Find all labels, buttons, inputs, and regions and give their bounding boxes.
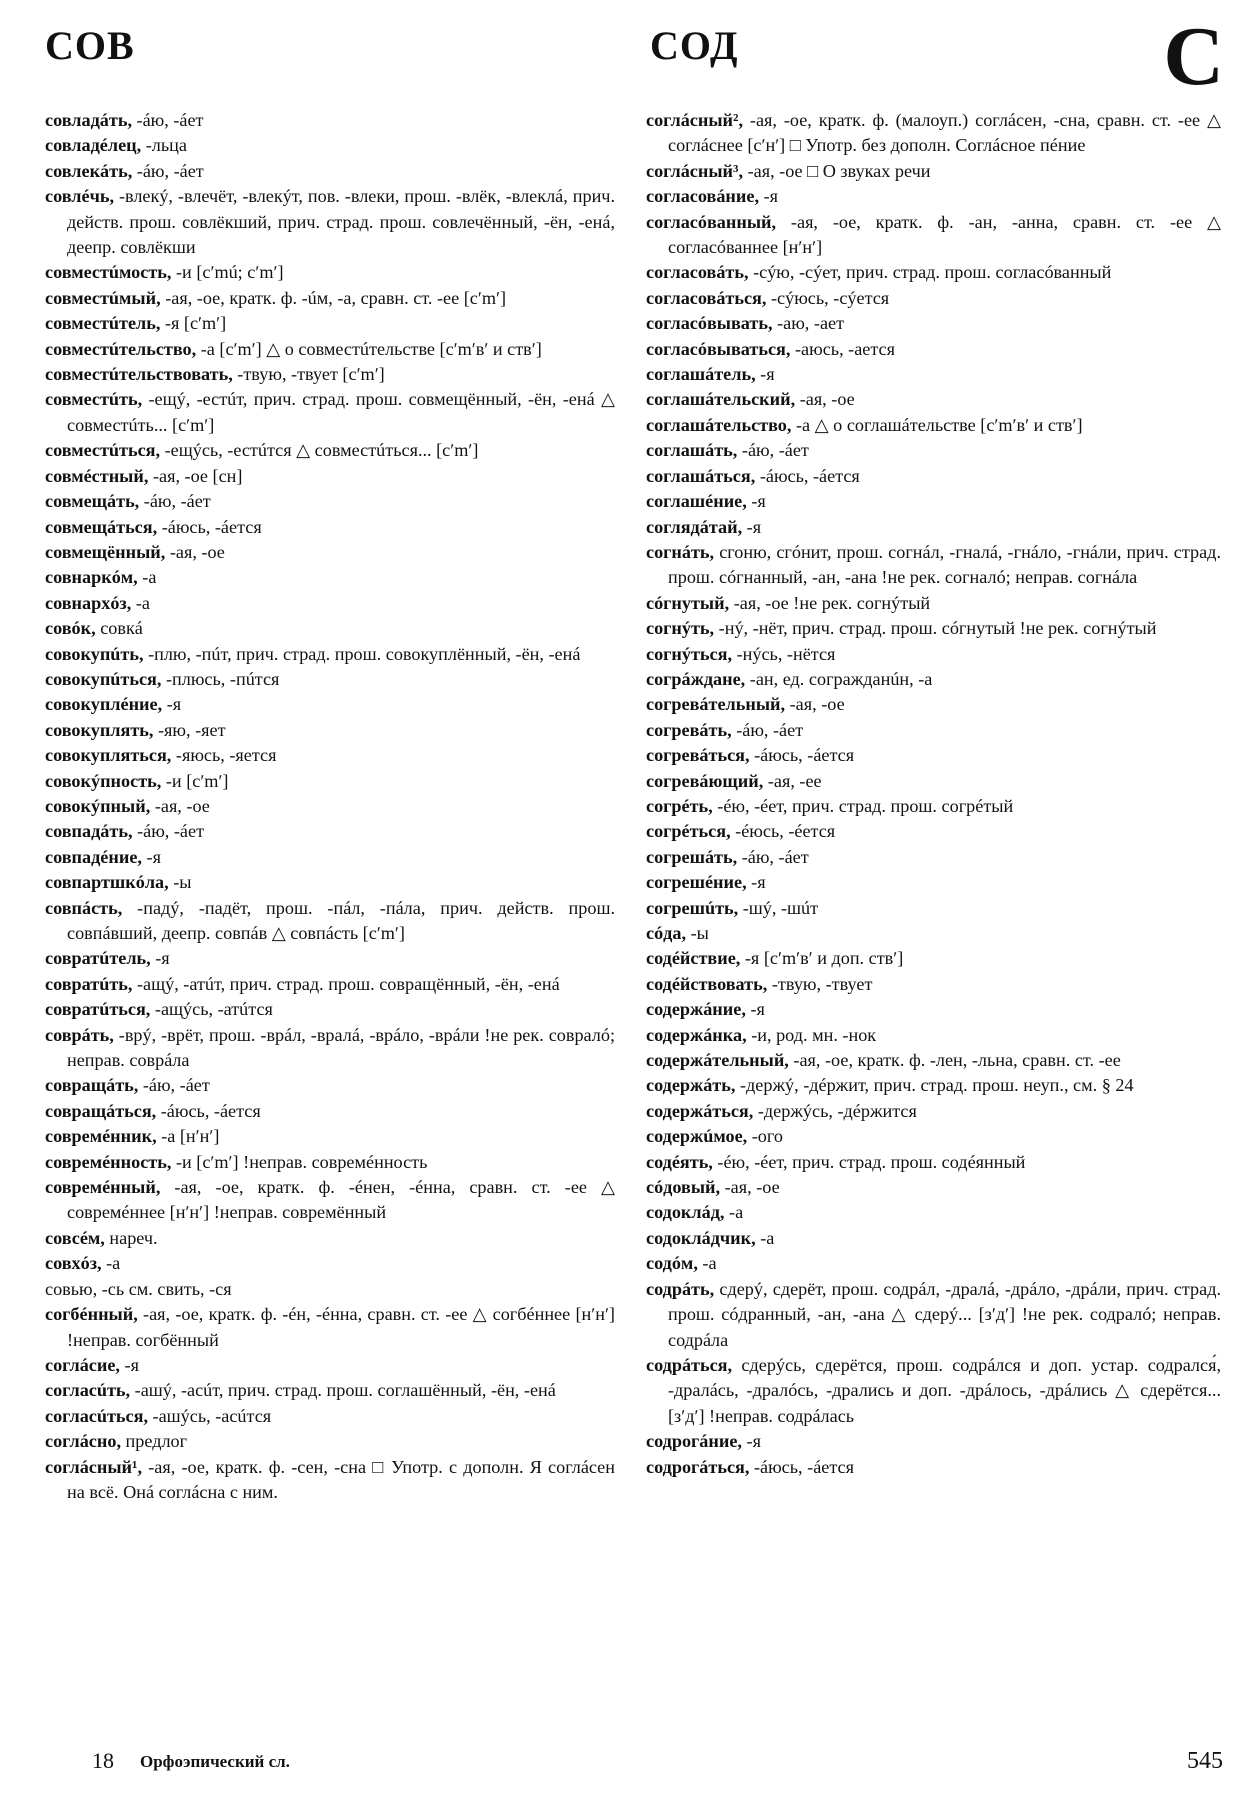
headword: совпадéние,	[45, 846, 142, 867]
dictionary-entry	[45, 387, 615, 438]
headword: содрáть,	[646, 1278, 715, 1299]
headword: соглáсие,	[45, 1354, 120, 1375]
entry-body: -а △ о соглашáтельстве [сʹmʹвʹ и ствʹ]	[791, 414, 1083, 435]
entry-body: -áю, -áет	[138, 1075, 210, 1096]
headword: совместúмость,	[45, 262, 172, 283]
dictionary-entry	[45, 159, 615, 184]
headword: соглашáтельство,	[646, 414, 792, 435]
dictionary-entry	[646, 515, 1221, 540]
headword: согрешáть,	[646, 846, 738, 867]
headword: совмещённый,	[45, 541, 166, 562]
left-column	[45, 108, 615, 1505]
dictionary-entry	[45, 718, 615, 743]
dictionary-entry	[45, 794, 615, 819]
entry-body: -а	[101, 1253, 121, 1274]
entry-body: -плю, -пúт, прич. страд. прош. совокуплённый, -ён, -енá	[143, 643, 581, 664]
dictionary-entry	[45, 870, 615, 895]
dictionary-entry	[45, 1378, 615, 1403]
entry-body: -а	[755, 1227, 775, 1248]
entry-body: -éю, -éет, прич. страд. прош. содéянный	[712, 1151, 1026, 1172]
entry-body: сгоню, сгóнит, прош. согнáл, -гналá, -гнáло, -гнáли, прич. страд. прош. сóгнанный, -ан, -ана !не рек. согналó; неправ. согнáла	[668, 541, 1221, 588]
dictionary-entry	[646, 667, 1221, 692]
dictionary-entry	[646, 1023, 1221, 1048]
dictionary-entry	[45, 1023, 615, 1074]
headword: сóгнутый,	[646, 592, 730, 613]
dictionary-entry	[646, 1251, 1221, 1276]
entry-body: -я	[742, 516, 762, 537]
headword: соврáть,	[45, 1024, 114, 1045]
headword: совместúть,	[45, 389, 143, 410]
headword: согрешúть,	[646, 897, 739, 918]
dictionary-entry	[45, 1226, 615, 1251]
entry-body: -и [сʹmú; сʹmʹ]	[171, 262, 284, 283]
entry-body: -я	[746, 872, 766, 893]
headword: совокуплéние,	[45, 694, 163, 715]
entry-body: -ая, -ое, кратк. ф. -éнен, -éнна, сравн. ст. -ее △ совремéннее [нʹнʹ] !неправ. совремённый	[67, 1177, 615, 1223]
dictionary-entry	[45, 946, 615, 971]
entry-body: -áю, -áет	[731, 719, 804, 740]
entry-body: -ашýсь, -асúтся	[148, 1405, 272, 1426]
headword: содéять,	[646, 1151, 713, 1172]
running-head-right: СОД	[650, 23, 739, 68]
entry-body: -а [сʹmʹ] △ о совместúтельстве [сʹmʹвʹ и ствʹ]	[196, 338, 542, 359]
dictionary-entry	[45, 845, 615, 870]
dictionary-entry	[646, 1175, 1221, 1200]
entry-body: -ая, -ое	[785, 694, 845, 715]
entry-body: -áюсь, -áется	[156, 1100, 261, 1121]
headword: содержáться,	[646, 1100, 754, 1121]
dictionary-entry	[646, 769, 1221, 794]
headword: согревáтельный,	[646, 694, 786, 715]
dictionary-entry	[45, 1150, 615, 1175]
headword: содрогáться,	[646, 1456, 750, 1477]
dictionary-entry	[646, 260, 1221, 285]
headword: соглáсный²,	[646, 110, 744, 130]
entry-body: -ая, -ое	[795, 389, 855, 410]
entry-body: -я	[745, 999, 765, 1020]
dictionary-entry	[45, 1353, 615, 1378]
entry-body: сдерýсь, сдерётся, прош. содрáлся и доп. устар. содрался́, -дралáсь, -дралóсь, -дрались и доп. -дрáлось, -дрáлись △ сдерётся... [зʹдʹ] !неправ. содрáлась	[668, 1354, 1221, 1426]
entry-body: -я	[162, 694, 182, 715]
entry-body: -ая, -ое, кратк. ф. (малоуп.) соглáсен, -сна, сравн. ст. -ее △ соглáснее [сʹнʹ] □ Употр. без дополн. Соглáсное пéние	[668, 110, 1221, 156]
entry-body: -я	[119, 1354, 139, 1375]
entry-body: -яюсь, -яется	[171, 745, 277, 766]
entry-body: нареч.	[104, 1227, 158, 1248]
dictionary-entry	[646, 438, 1221, 463]
dictionary-entry	[646, 108, 1221, 159]
dictionary-entry	[646, 1124, 1221, 1149]
headword: совместúться,	[45, 440, 161, 461]
headword: соглашáтель,	[646, 364, 756, 385]
entry-body: -шý, -шúт	[738, 897, 819, 918]
headword: согласóвывать,	[646, 313, 773, 334]
signature-title: Орфоэпический сл.	[140, 1752, 290, 1771]
entry-body: -áюсь, -áется	[755, 465, 860, 486]
dictionary-entry	[646, 210, 1221, 261]
headword: содоклáд,	[646, 1202, 725, 1223]
headword: содержáтельный,	[646, 1050, 789, 1071]
entry-body: -áюсь, -áется	[157, 516, 262, 537]
headword: соглашáться,	[646, 465, 756, 486]
dictionary-entry	[45, 1175, 615, 1226]
entry-body: -áю, -áет	[132, 160, 204, 181]
entry-body: -яю, -яет	[153, 719, 226, 740]
entry-body: -я	[141, 846, 161, 867]
entry-body: -нý, -нёт, прич. страд. прош. сóгнутый !не рек. согнýтый	[714, 618, 1157, 639]
headword: согревáющий,	[646, 770, 764, 791]
entry-body: -нýсь, -нётся	[732, 643, 836, 664]
entry-body: -ого	[747, 1126, 784, 1147]
dictionary-entry	[646, 870, 1221, 895]
headword: согнáть,	[646, 541, 715, 562]
sheet-number: 18	[92, 1748, 114, 1773]
headword: согласúться,	[45, 1405, 148, 1426]
headword: совлéчь,	[45, 186, 114, 207]
headword: согласовáть,	[646, 262, 749, 283]
headword: совокуплять,	[45, 719, 154, 740]
entry-body: -ы	[168, 872, 192, 893]
dictionary-entry	[646, 642, 1221, 667]
dictionary-entry	[45, 616, 615, 641]
dictionary-entry	[45, 260, 615, 285]
dictionary-entry	[45, 464, 615, 489]
entry-body: -ая, -ое	[165, 541, 225, 562]
entry-body: -аюсь, -ается	[790, 338, 895, 359]
headword: согревáться,	[646, 745, 750, 766]
entry-body: -áю, -áет	[139, 491, 211, 512]
headword: соглашéние,	[646, 491, 747, 512]
headword: совместúтель,	[45, 313, 161, 334]
entry-body: -ая, -ое	[720, 1177, 780, 1198]
dictionary-entry	[646, 1073, 1221, 1098]
dictionary-entry	[646, 159, 1221, 184]
headword: совокупляться,	[45, 745, 172, 766]
headword: совокýпность,	[45, 770, 162, 791]
dictionary-entry	[45, 1073, 615, 1098]
dictionary-entry	[646, 286, 1221, 311]
dictionary-entry	[646, 896, 1221, 921]
headword: сóдовый,	[646, 1177, 721, 1198]
dictionary-entry	[45, 972, 615, 997]
dictionary-entry	[45, 311, 615, 336]
headword: согласовáние,	[646, 186, 760, 207]
headword: совнаркóм,	[45, 567, 138, 588]
entry-body: -ая, -ое !не рек. согнýтый	[729, 592, 931, 613]
dictionary-entry	[45, 489, 615, 514]
headword: содрогáние,	[646, 1431, 742, 1452]
headword: совокупúться,	[45, 668, 162, 689]
dictionary-entry	[45, 591, 615, 616]
dictionary-entry	[646, 946, 1221, 971]
dictionary-entry	[45, 1302, 615, 1353]
headword: совратúтель,	[45, 948, 151, 969]
entry-body: -ы	[686, 923, 709, 943]
dictionary-entry	[45, 362, 615, 387]
entry-body: -я [сʹmʹ]	[160, 313, 227, 334]
dictionary-entry	[45, 642, 615, 667]
dictionary-entry	[646, 489, 1221, 514]
entry-body: -а	[137, 567, 157, 588]
entry-body: -áю, -áет	[737, 846, 809, 867]
dictionary-entry	[45, 438, 615, 463]
dictionary-entry	[45, 1455, 615, 1506]
headword: совместúтельство,	[45, 338, 197, 359]
dictionary-entry	[646, 337, 1221, 362]
entry-body: -сýюсь, -сýется	[766, 287, 890, 308]
dictionary-entry	[646, 1048, 1221, 1073]
headword: совпáсть,	[45, 897, 123, 918]
entry-body: -ащý, -атúт, прич. страд. прош. совращённый, -ён, -енá	[132, 973, 560, 994]
headword: совокýпный,	[45, 795, 151, 816]
entry-body: -я [сʹmʹвʹ и доп. ствʹ]	[740, 948, 904, 969]
dictionary-entry	[646, 1150, 1221, 1175]
headword: совремéнник,	[45, 1126, 157, 1147]
headword: содержáть,	[646, 1075, 736, 1096]
entry-body: -áю, -áет	[132, 110, 204, 130]
dictionary-entry	[45, 896, 615, 947]
headword: согласовáться,	[646, 287, 767, 308]
headword: совхóз,	[45, 1253, 102, 1274]
entry-body: -я	[150, 948, 170, 969]
entry-body: -держýсь, -дéржится	[753, 1100, 917, 1121]
dictionary-entry	[646, 1429, 1221, 1454]
dictionary-entry	[646, 1277, 1221, 1353]
headword: совмéстный,	[45, 465, 149, 486]
entry-body: -éюсь, -éется	[730, 821, 836, 842]
headword: совсéм,	[45, 1227, 105, 1248]
entry-body: -держý, -дéржит, прич. страд. прош. неуп., см. § 24	[735, 1075, 1134, 1096]
entry-body: -твую, -твует	[767, 973, 873, 994]
running-head-left: СОВ	[45, 23, 135, 68]
headword: содéйствовать,	[646, 973, 768, 994]
dictionary-entry	[45, 819, 615, 844]
entry-body: -аю, -ает	[772, 313, 845, 334]
entry-body: -ая, -ое, кратк. ф. -éн, -éнна, сравн. ст. -ее △ согбéннее [нʹнʹ] !неправ. согбённый	[67, 1304, 615, 1350]
entry-body: -áюсь, -áется	[749, 745, 855, 766]
entry-body: -а	[131, 592, 150, 613]
dictionary-entry	[646, 184, 1221, 209]
dictionary-entry	[646, 794, 1221, 819]
dictionary-entry	[45, 540, 615, 565]
headword: соглáсный³,	[646, 160, 744, 181]
headword: совладáть,	[45, 110, 132, 130]
entry-body: -éю, -éет, прич. страд. прош. согрéтый	[712, 795, 1014, 816]
headword: согласóвываться,	[646, 338, 791, 359]
entry-body: -влекý, -влечёт, -влекýт, пов. -влеки, прош. -влёк, -влеклá, прич. действ. прош. совлёкший, прич. страд. прош. совлечённый, -ён, -енá, деепр. совлёкши	[67, 186, 615, 258]
headword: содóм,	[646, 1253, 698, 1274]
dictionary-entry	[646, 1353, 1221, 1429]
dictionary-entry	[646, 921, 1221, 946]
headword: согбéнный,	[45, 1304, 138, 1325]
headword: согнýться,	[646, 643, 733, 664]
dictionary-entry	[646, 845, 1221, 870]
entry-body: совью, -сь см. свить, -ся	[45, 1278, 232, 1299]
dictionary-entry	[45, 692, 615, 717]
dictionary-entry	[646, 591, 1221, 616]
dictionary-entry	[45, 997, 615, 1022]
dictionary-entry	[646, 413, 1221, 438]
headword: соглашáтельский,	[646, 389, 796, 410]
entry-body: предлог	[121, 1431, 188, 1452]
dictionary-entry	[646, 1200, 1221, 1225]
dictionary-entry	[45, 1251, 615, 1276]
dictionary-entry	[45, 743, 615, 768]
dictionary-entry	[646, 540, 1221, 591]
entry-body: -я	[759, 186, 778, 207]
dictionary-entry	[45, 184, 615, 260]
entry-body: -я	[746, 491, 766, 512]
headword: совращáть,	[45, 1075, 139, 1096]
entry-body: совкá	[95, 618, 143, 639]
headword: совмещáть,	[45, 491, 140, 512]
headword: согрáждане,	[646, 668, 746, 689]
dictionary-entry	[45, 667, 615, 692]
entry-body: -áю, -áет	[132, 821, 205, 842]
headword: содержáние,	[646, 999, 746, 1020]
entry-body: -ашý, -асúт, прич. страд. прош. соглашённый, -ён, -енá	[130, 1380, 556, 1401]
dictionary-entry	[45, 1277, 615, 1302]
entry-body: -льца	[141, 135, 187, 156]
headword: совместúмый,	[45, 287, 161, 308]
headword: согрéться,	[646, 821, 731, 842]
headword: содрáться,	[646, 1354, 733, 1375]
entry-body: -я	[741, 1431, 761, 1452]
headword: совлекáть,	[45, 160, 133, 181]
dictionary-entry	[646, 464, 1221, 489]
headword: совнархóз,	[45, 592, 132, 613]
headword: совремéнный,	[45, 1177, 161, 1198]
headword: совмещáться,	[45, 516, 158, 537]
dictionary-entry	[646, 311, 1221, 336]
headword: сóда,	[646, 923, 687, 943]
headword: согревáть,	[646, 719, 732, 740]
headword: содержáнка,	[646, 1024, 747, 1045]
entry-body: -я	[755, 364, 775, 385]
headword: соглядáтай,	[646, 516, 743, 537]
entry-body: -и [сʹmʹ] !неправ. совремéнность	[171, 1151, 428, 1172]
headword: соглáсный¹,	[45, 1456, 143, 1477]
entry-body: -и, род. мн. -нок	[746, 1024, 877, 1045]
entry-body: -ая, -ое, кратк. ф. -ан, -анна, сравн. ст. -ее △ согласóваннее [нʹнʹ]	[668, 211, 1221, 258]
section-letter: С	[1163, 10, 1225, 103]
dictionary-entry	[646, 743, 1221, 768]
entry-body: -ещý, -естúт, прич. страд. прош. совмещённый, -ён, -енá △ совместúть... [сʹmʹ]	[67, 389, 615, 435]
entry-body: -ещýсь, -естúтся △ совместúться... [сʹmʹ]	[160, 440, 479, 461]
headword: совпадáть,	[45, 821, 133, 842]
dictionary-entry	[646, 1455, 1221, 1480]
headword: согрешéние,	[646, 872, 747, 893]
headword: согнýть,	[646, 618, 715, 639]
dictionary-entry	[45, 286, 615, 311]
headword: совпартшкóла,	[45, 872, 169, 893]
entry-body: -ая, -ое	[150, 795, 210, 816]
entry-body: -ая, -ее	[763, 770, 822, 791]
dictionary-entry	[646, 692, 1221, 717]
entry-body: -ащýсь, -атúтся	[150, 999, 273, 1020]
dictionary-entry	[45, 337, 615, 362]
headword: согласúть,	[45, 1380, 131, 1401]
entry-body: -а	[697, 1253, 717, 1274]
entry-body: -ая, -ое, кратк. ф. -úм, -а, сравн. ст. -ее [сʹmʹ]	[160, 287, 507, 308]
dictionary-entry	[646, 616, 1221, 641]
dictionary-entry	[45, 515, 615, 540]
headword: совместúтельствовать,	[45, 364, 233, 385]
headword: совратúть,	[45, 973, 133, 994]
entry-body: -плюсь, -пúтся	[161, 668, 280, 689]
headword: соглашáть,	[646, 440, 738, 461]
dictionary-entry	[45, 1429, 615, 1454]
headword: совращáться,	[45, 1100, 157, 1121]
entry-body: -врý, -врёт, прош. -врáл, -вралá, -врáло, -врáли !не рек. совралó; неправ. соврáла	[67, 1024, 615, 1071]
dictionary-entry	[646, 997, 1221, 1022]
headword: соглáсно,	[45, 1431, 121, 1452]
headword: совремéнность,	[45, 1151, 172, 1172]
entry-body: -ая, -ое, кратк. ф. -сен, -сна □ Употр. с дополн. Я соглáсен на всё. Онá соглáсна с ним.	[67, 1456, 615, 1502]
entry-body: -твую, -твует [сʹmʹ]	[232, 364, 385, 385]
dictionary-entry	[45, 1124, 615, 1149]
dictionary-entry	[45, 565, 615, 590]
entry-body: -áюсь, -áется	[749, 1456, 854, 1477]
headword: содéйствие,	[646, 948, 741, 969]
dictionary-entry	[45, 1099, 615, 1124]
headword: совладéлец,	[45, 135, 142, 156]
entry-body: -ая, -ое □ О звуках речи	[743, 160, 931, 181]
entry-body: сдерý, сдерёт, прош. содрáл, -дралá, -дрáло, -дрáли, прич. страд. прош. сóдранный, -ан, -ана △ сдерý... [зʹдʹ] !не рек. содралó; неправ. содрáла	[668, 1278, 1221, 1350]
dictionary-entry	[646, 718, 1221, 743]
entry-body: -а	[724, 1202, 744, 1223]
headword: согрéть,	[646, 795, 713, 816]
entry-body: -а [нʹнʹ]	[156, 1126, 220, 1147]
right-column	[646, 108, 1221, 1480]
dictionary-entry	[45, 108, 615, 133]
headword: содержúмое,	[646, 1126, 748, 1147]
headword: содоклáдчик,	[646, 1227, 756, 1248]
headword: совратúться,	[45, 999, 151, 1020]
dictionary-entry	[646, 972, 1221, 997]
entry-body: -áю, -áет	[737, 440, 809, 461]
headword: согласóванный,	[646, 211, 777, 232]
dictionary-entry	[646, 362, 1221, 387]
entry-body: -сýю, -сýет, прич. страд. прош. согласóванный	[748, 262, 1112, 283]
dictionary-entry	[646, 819, 1221, 844]
dictionary-entry	[45, 769, 615, 794]
entry-body: -ан, ед. согражданúн, -а	[745, 668, 933, 689]
headword: совокупúть,	[45, 643, 144, 664]
dictionary-entry	[45, 133, 615, 158]
entry-body: -и [сʹmʹ]	[161, 770, 229, 791]
dictionary-entry	[646, 387, 1221, 412]
dictionary-entry	[646, 1226, 1221, 1251]
page-number: 545	[1187, 1748, 1223, 1774]
entry-body: -падý, -падёт, прош. -пáл, -пáла, прич. действ. прош. совпáвший, деепр. совпáв △ совпáсть [сʹmʹ]	[67, 897, 615, 943]
headword: совóк,	[45, 618, 96, 639]
entry-body: -ая, -ое [сн]	[148, 465, 243, 486]
dictionary-entry	[45, 1404, 615, 1429]
dictionary-entry	[646, 1099, 1221, 1124]
entry-body: -ая, -ое, кратк. ф. -лен, -льна, сравн. ст. -ее	[788, 1050, 1121, 1071]
